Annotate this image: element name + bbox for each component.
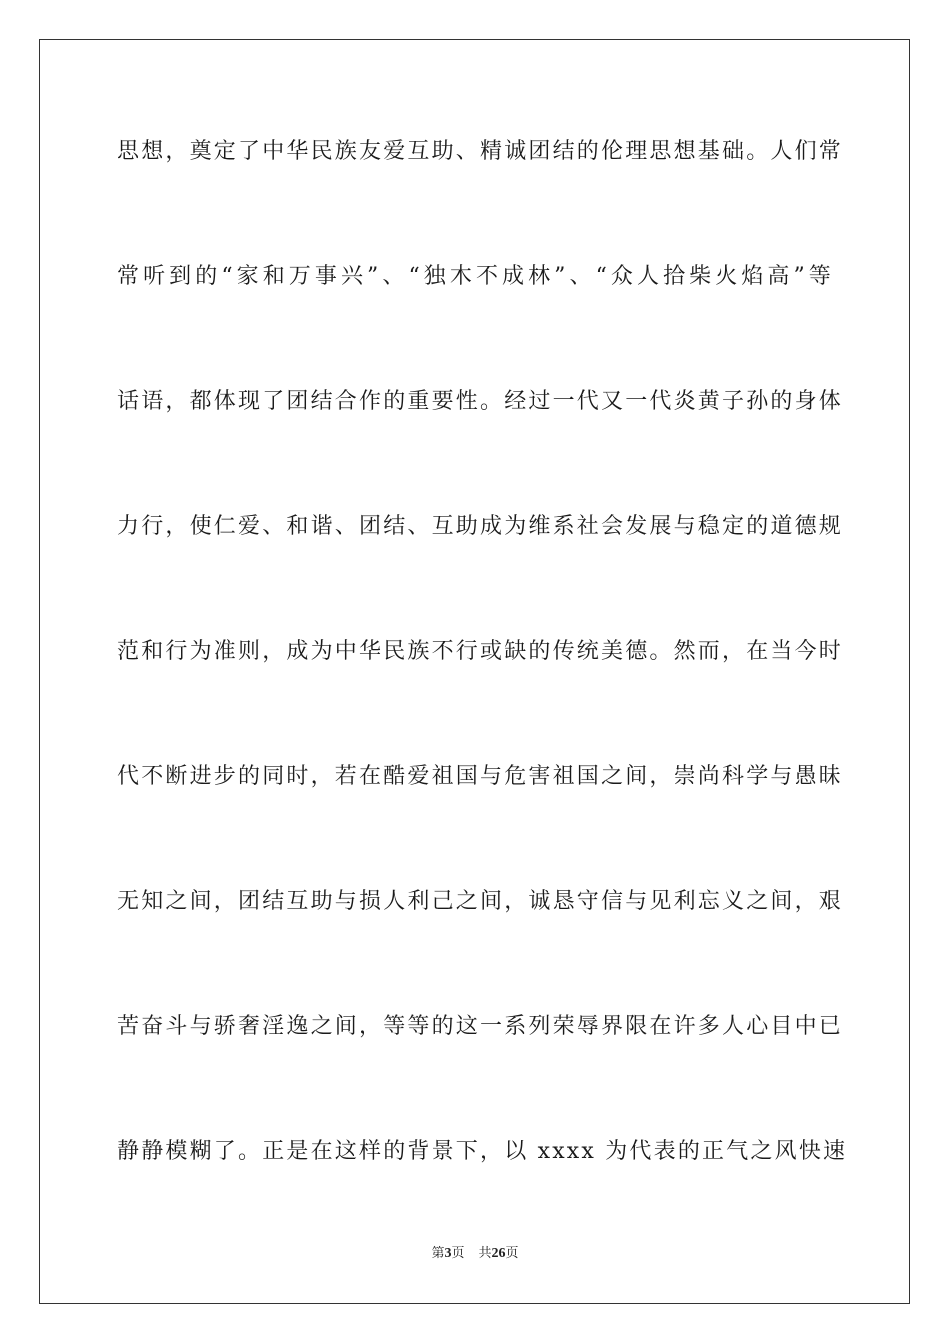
total-prefix: 共 — [478, 1246, 492, 1261]
total-suffix: 页 — [505, 1246, 519, 1261]
page-suffix: 页 — [451, 1246, 465, 1261]
body-text — [117, 128, 848, 1253]
page-prefix: 第 — [431, 1246, 445, 1261]
text-line-5: 范和行为准则，成为中华民族不行或缺的传统美德。然而，在当今时 — [117, 639, 844, 664]
total-pages: 26 — [491, 1246, 506, 1261]
text-line-6: 代不断进步的同时，若在酷爱祖国与危害祖国之间，崇尚科学与愚昧 — [117, 764, 844, 789]
page-number: 3 — [444, 1246, 452, 1261]
text-line-9: 静静模糊了。正是在这样的背景下，以 xxxx 为代表的正气之风快速 — [117, 1139, 848, 1164]
text-line-3: 话语，都体现了团结合作的重要性。经过一代又一代炎黄子孙的身体 — [117, 389, 844, 414]
text-line-7: 无知之间，团结互助与损人利己之间，诚恳守信与见利忘义之间，艰 — [117, 889, 844, 914]
text-line-2: 常听到的“家和万事兴”、“独木不成林”、“众人拾柴火焰高”等 — [117, 264, 833, 289]
text-line-1: 思想，奠定了中华民族友爱互助、精诚团结的伦理思想基础。人们常 — [117, 139, 844, 164]
text-line-8: 苦奋斗与骄奢淫逸之间，等等的这一系列荣辱界限在许多人心目中已 — [117, 1014, 844, 1039]
text-line-4: 力行，使仁爱、和谐、团结、互助成为维系社会发展与稳定的道德规 — [117, 514, 844, 539]
page-footer — [0, 1244, 950, 1264]
